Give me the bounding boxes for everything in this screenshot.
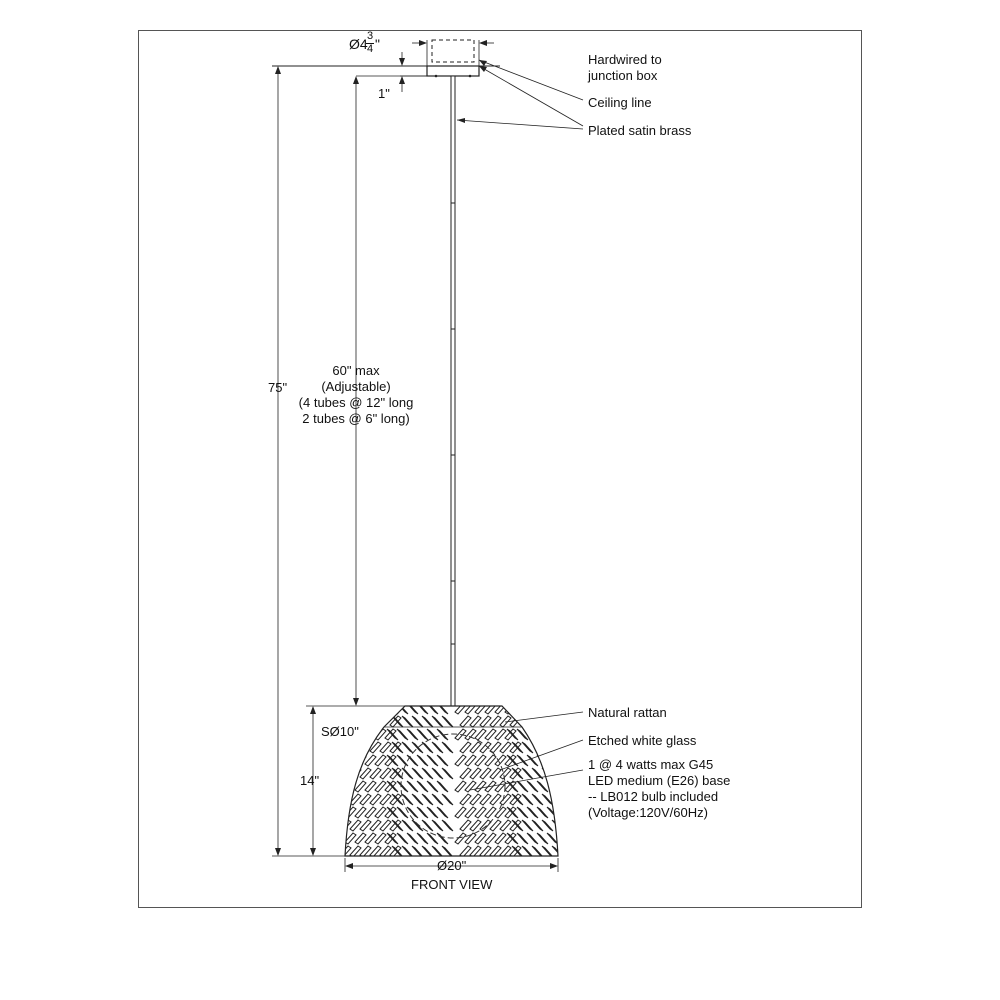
rattan-strand <box>500 742 511 753</box>
rattan-strand <box>385 781 396 792</box>
rattan-strand <box>485 807 496 818</box>
rattan-strand <box>387 703 398 714</box>
shade-height-label: 14" <box>300 773 320 788</box>
rattan-strand <box>380 768 391 779</box>
rattan-strand <box>402 820 413 831</box>
rattan-strand <box>412 846 423 857</box>
leader-plated-brass <box>457 120 583 129</box>
rattan-strand <box>432 794 443 805</box>
rattan-strand <box>335 703 346 714</box>
rattan-strand <box>495 729 506 740</box>
rattan-strand <box>385 807 396 818</box>
rattan-strand <box>427 729 438 740</box>
callout-ceiling-line: Ceiling line <box>588 95 652 110</box>
rattan-strand <box>345 755 356 766</box>
rattan-strand <box>505 703 516 714</box>
rattan-strand <box>490 794 501 805</box>
rattan-strand <box>475 729 486 740</box>
rattan-strand <box>470 742 481 753</box>
rattan-strand <box>442 716 453 727</box>
rattan-strand <box>422 768 433 779</box>
rattan-strand <box>340 742 351 753</box>
junction-box-outline <box>432 40 474 62</box>
rattan-strand <box>522 846 533 857</box>
leader-junction-box <box>479 60 583 100</box>
rattan-strand <box>402 742 413 753</box>
rattan-strand <box>505 729 516 740</box>
rattan-strand <box>480 742 491 753</box>
rattan-strand <box>412 768 423 779</box>
callout-rattan: Natural rattan <box>588 705 667 720</box>
canopy <box>427 66 479 76</box>
rattan-strand <box>522 820 533 831</box>
rattan-strand <box>485 703 496 714</box>
rattan-strand <box>470 846 481 857</box>
rattan-strand <box>455 703 466 714</box>
rattan-strand <box>475 755 486 766</box>
rattan-strand <box>360 794 371 805</box>
rattan-strand <box>427 781 438 792</box>
leader-ceiling-line <box>479 66 583 126</box>
rattan-strand <box>390 742 401 753</box>
rattan-strand <box>490 768 501 779</box>
rattan-strand <box>432 846 443 857</box>
rattan-strand <box>542 846 553 857</box>
leader-rattan <box>505 712 583 722</box>
rattan-strand <box>470 820 481 831</box>
rattan-strand <box>370 742 381 753</box>
rattan-strand <box>465 781 476 792</box>
rattan-strand <box>522 716 533 727</box>
rattan-strand <box>427 833 438 844</box>
rattan-strand <box>485 833 496 844</box>
rattan-strand <box>370 768 381 779</box>
rattan-strand <box>370 794 381 805</box>
rattan-strand <box>557 807 568 818</box>
etched-glass-globe <box>401 734 505 838</box>
rattan-strand <box>407 729 418 740</box>
rattan-strand <box>422 794 433 805</box>
rattan-strand <box>537 729 548 740</box>
rattan-strand <box>402 768 413 779</box>
rattan-strand <box>365 729 376 740</box>
rattan-strand <box>427 755 438 766</box>
rattan-weave <box>335 703 573 857</box>
rattan-strand <box>365 703 376 714</box>
rattan-strand <box>557 833 568 844</box>
rattan-strand <box>380 846 391 857</box>
rattan-strand <box>397 729 408 740</box>
rattan-strand <box>432 742 443 753</box>
rattan-strand <box>532 794 543 805</box>
shade-diameter-label: Ø20" <box>437 858 467 873</box>
rattan-strand <box>465 807 476 818</box>
rattan-strand <box>562 820 573 831</box>
callout-plated-brass: Plated satin brass <box>588 123 692 138</box>
rattan-strand <box>547 729 558 740</box>
rattan-strand <box>370 716 381 727</box>
rattan-strand <box>380 794 391 805</box>
rattan-strand <box>517 807 528 818</box>
rattan-strand <box>475 807 486 818</box>
rattan-strand <box>442 846 453 857</box>
rattan-strand <box>557 703 568 714</box>
rattan-strand <box>442 794 453 805</box>
rattan-strand <box>375 755 386 766</box>
rattan-strand <box>552 794 563 805</box>
rattan-strand <box>350 820 361 831</box>
rattan-strand <box>385 755 396 766</box>
rattan-strand <box>480 846 491 857</box>
canopy-diameter-fraction-den: 4 <box>367 43 374 55</box>
callout-junction-box: Hardwired to junction box <box>588 52 662 83</box>
rattan-strand <box>407 703 418 714</box>
rattan-strand <box>417 833 428 844</box>
rattan-strand <box>355 807 366 818</box>
rattan-strand <box>360 742 371 753</box>
rattan-strand <box>355 703 366 714</box>
rattan-strand <box>510 820 521 831</box>
rattan-strand <box>432 716 443 727</box>
rattan-strand <box>557 729 568 740</box>
rattan-strand <box>527 781 538 792</box>
rattan-strand <box>495 833 506 844</box>
rattan-strand <box>385 729 396 740</box>
rattan-strand <box>485 755 496 766</box>
rattan-strand <box>500 846 511 857</box>
rattan-strand <box>360 768 371 779</box>
rattan-strand <box>390 768 401 779</box>
rattan-strand <box>470 768 481 779</box>
rattan-strand <box>437 781 448 792</box>
rattan-strand <box>537 807 548 818</box>
overall-height-label: 75" <box>268 380 288 395</box>
rattan-strand <box>480 794 491 805</box>
rattan-strand <box>460 820 471 831</box>
rattan-strand <box>390 846 401 857</box>
rattan-strand <box>437 807 448 818</box>
rattan-strand <box>547 755 558 766</box>
glass-diameter-label: SØ10" <box>321 724 359 739</box>
canopy-height-label: 1" <box>378 86 390 101</box>
view-title: FRONT VIEW <box>411 877 493 892</box>
callout-glass: Etched white glass <box>588 733 697 748</box>
rattan-strand <box>350 742 361 753</box>
canopy-diameter-fraction-num: 3 <box>367 30 374 42</box>
rattan-strand <box>412 716 423 727</box>
rattan-strand <box>500 794 511 805</box>
canopy-diameter-label: Ø4 <box>349 36 368 52</box>
rattan-strand <box>422 716 433 727</box>
rattan-strand <box>527 833 538 844</box>
rattan-strand <box>407 781 418 792</box>
rattan-strand <box>335 781 346 792</box>
rattan-strand <box>370 820 381 831</box>
canopy-diameter-unit: " <box>375 36 380 52</box>
rattan-strand <box>432 820 443 831</box>
rattan-strand <box>465 703 476 714</box>
rattan-strand <box>557 755 568 766</box>
rattan-strand <box>365 781 376 792</box>
rattan-strand <box>517 781 528 792</box>
rattan-strand <box>517 703 528 714</box>
rattan-strand <box>437 755 448 766</box>
rattan-strand <box>417 755 428 766</box>
rattan-strand <box>385 833 396 844</box>
rattan-strand <box>442 768 453 779</box>
rattan-strand <box>480 820 491 831</box>
rattan-strand <box>490 820 501 831</box>
rattan-strand <box>335 807 346 818</box>
rattan-strand <box>505 755 516 766</box>
rattan-strand <box>455 755 466 766</box>
rattan-strand <box>532 820 543 831</box>
rod <box>451 76 455 706</box>
rattan-strand <box>562 846 573 857</box>
rattan-strand <box>537 833 548 844</box>
rattan-strand <box>427 703 438 714</box>
rattan-strand <box>397 755 408 766</box>
rattan-strand <box>510 768 521 779</box>
rattan-strand <box>480 768 491 779</box>
rattan-strand <box>407 833 418 844</box>
rattan-strand <box>532 846 543 857</box>
rattan-strand <box>365 807 376 818</box>
rattan-strand <box>552 716 563 727</box>
rattan-strand <box>442 742 453 753</box>
rattan-strand <box>475 781 486 792</box>
rattan-strand <box>460 794 471 805</box>
rattan-strand <box>510 846 521 857</box>
rattan-strand <box>552 820 563 831</box>
rattan-strand <box>417 729 428 740</box>
rattan-strand <box>455 807 466 818</box>
rattan-strand <box>500 820 511 831</box>
rattan-strand <box>375 703 386 714</box>
callout-bulb: 1 @ 4 watts max G45 LED medium (E26) base -- LB012 bulb included (Voltage:120V/60Hz) <box>588 757 731 820</box>
rattan-strand <box>522 768 533 779</box>
rattan-strand <box>407 755 418 766</box>
rattan-strand <box>390 820 401 831</box>
rattan-strand <box>360 846 371 857</box>
rattan-strand <box>355 833 366 844</box>
rattan-strand <box>517 833 528 844</box>
rattan-strand <box>370 846 381 857</box>
rattan-strand <box>460 846 471 857</box>
rattan-strand <box>475 703 486 714</box>
rattan-strand <box>557 781 568 792</box>
rattan-strand <box>422 846 433 857</box>
rattan-strand <box>402 716 413 727</box>
rattan-strand <box>505 807 516 818</box>
rattan-strand <box>490 846 501 857</box>
rattan-strand <box>412 820 423 831</box>
rattan-strand <box>355 781 366 792</box>
rattan-strand <box>417 807 428 818</box>
rattan-strand <box>417 781 428 792</box>
rattan-strand <box>480 716 491 727</box>
rattan-strand <box>422 742 433 753</box>
rattan-strand <box>437 833 448 844</box>
rattan-strand <box>365 755 376 766</box>
rattan-strand <box>375 781 386 792</box>
rattan-strand <box>542 716 553 727</box>
rattan-strand <box>470 794 481 805</box>
rattan-strand <box>485 729 496 740</box>
rattan-strand <box>375 807 386 818</box>
rattan-strand <box>397 781 408 792</box>
rattan-strand <box>412 794 423 805</box>
rattan-strand <box>495 755 506 766</box>
rattan-strand <box>527 807 538 818</box>
rattan-strand <box>385 703 396 714</box>
rattan-strand <box>360 820 371 831</box>
rattan-strand <box>537 703 548 714</box>
rattan-strand <box>542 820 553 831</box>
rattan-strand <box>562 716 573 727</box>
rattan-strand <box>365 833 376 844</box>
rod-length-label: 60" max (Adjustable) (4 tubes @ 12" long 2 tubes @ 6" long) <box>298 363 414 426</box>
rattan-strand <box>380 742 391 753</box>
rattan-strand <box>547 703 558 714</box>
rattan-shade <box>345 706 558 856</box>
rattan-strand <box>470 716 481 727</box>
rattan-strand <box>510 794 521 805</box>
rattan-strand <box>455 833 466 844</box>
rattan-strand <box>562 742 573 753</box>
rattan-strand <box>375 833 386 844</box>
rattan-strand <box>505 833 516 844</box>
rattan-strand <box>360 716 371 727</box>
rattan-strand <box>460 716 471 727</box>
rattan-strand <box>380 820 391 831</box>
rattan-strand <box>335 755 346 766</box>
rattan-strand <box>460 742 471 753</box>
rattan-strand <box>495 807 506 818</box>
rattan-strand <box>417 703 428 714</box>
rattan-strand <box>397 833 408 844</box>
rattan-strand <box>490 716 501 727</box>
rattan-strand <box>527 703 538 714</box>
rattan-strand <box>335 833 346 844</box>
rattan-strand <box>442 820 453 831</box>
rattan-strand <box>340 768 351 779</box>
rattan-strand <box>510 742 521 753</box>
rattan-strand <box>562 794 573 805</box>
rattan-strand <box>460 768 471 779</box>
rattan-strand <box>350 846 361 857</box>
rattan-strand <box>475 833 486 844</box>
rattan-strand <box>340 820 351 831</box>
rattan-strand <box>432 768 443 779</box>
rattan-strand <box>537 781 548 792</box>
rattan-strand <box>390 716 401 727</box>
rattan-strand <box>455 781 466 792</box>
rattan-strand <box>465 755 476 766</box>
rattan-strand <box>522 742 533 753</box>
rattan-strand <box>427 807 438 818</box>
rattan-strand <box>437 703 448 714</box>
rattan-strand <box>522 794 533 805</box>
rattan-strand <box>390 794 401 805</box>
rattan-strand <box>345 703 356 714</box>
rattan-strand <box>340 794 351 805</box>
rattan-strand <box>402 846 413 857</box>
